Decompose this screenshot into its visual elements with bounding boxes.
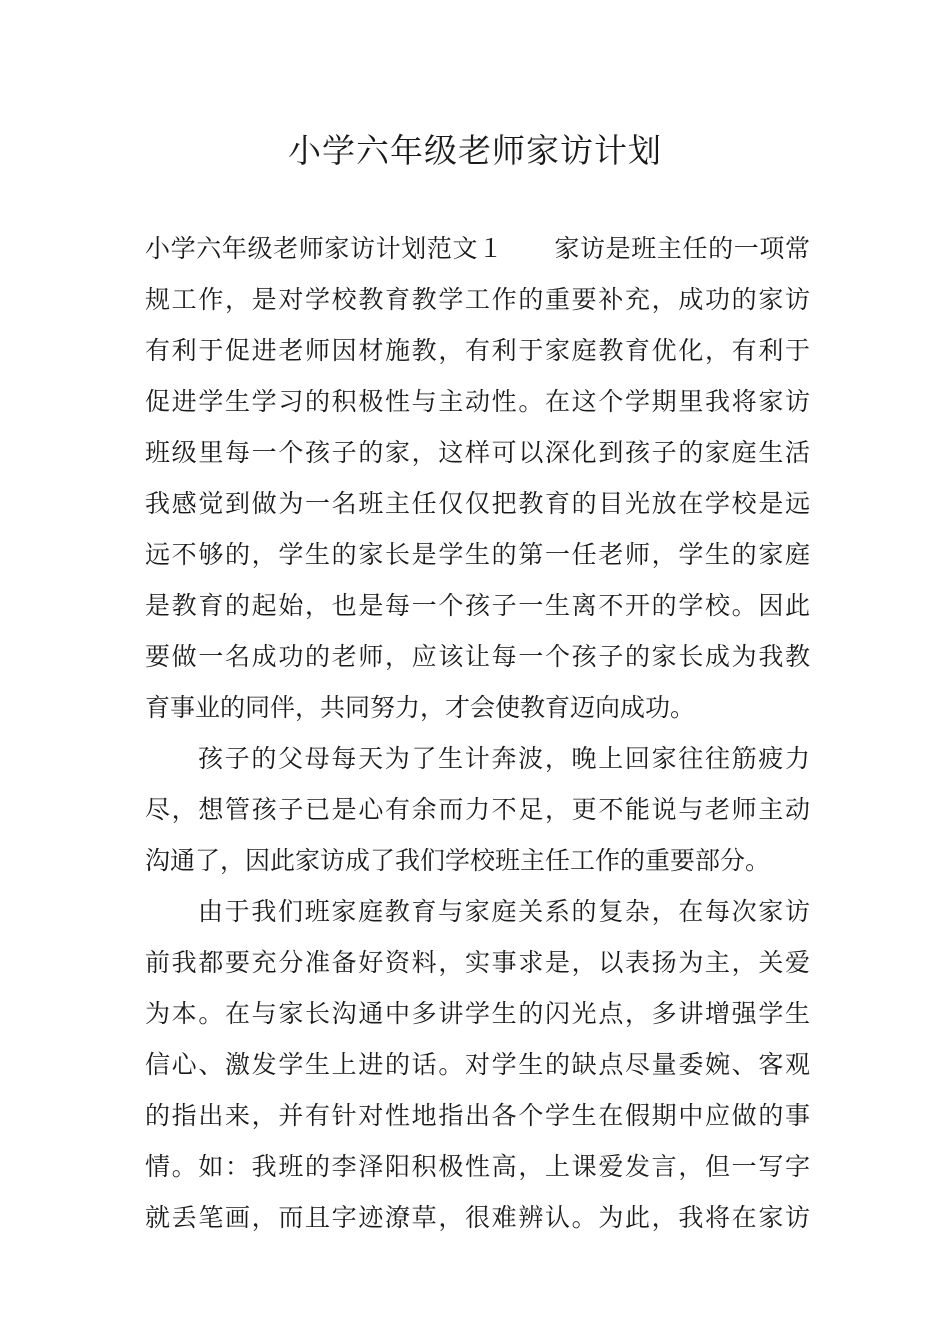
paragraph-3-line-6: 情。如：我班的李泽阳积极性高，上课爱发言，但一写字 — [145, 1152, 810, 1181]
paragraph-1-line-1-text: 家访是班主任的一项常 — [553, 234, 810, 263]
paragraph-2-line-1: 孩子的父母每天为了生计奔波，晚上回家往往筋疲力 — [198, 744, 810, 773]
paragraph-1-line-7: 远不够的，学生的家长是学生的第一任老师，学生的家庭 — [145, 540, 810, 569]
paragraph-1-line-6: 我感觉到做为一名班主任仅仅把教育的目光放在学校是远 — [145, 489, 810, 518]
paragraph-1-line-2: 规工作，是对学校教育教学工作的重要补充，成功的家访 — [145, 285, 810, 314]
paragraph-1-line-10: 育事业的同伴，共同努力，才会使教育迈向成功。 — [145, 693, 696, 722]
paragraph-3-line-7: 就丢笔画，而且字迹潦草，很难辨认。为此，我将在家访 — [145, 1203, 810, 1232]
paragraph-1-line-8: 是教育的起始，也是每一个孩子一生离不开的学校。因此 — [145, 591, 810, 620]
paragraph-1-line-4: 促进学生学习的积极性与主动性。在这个学期里我将家访 — [145, 387, 810, 416]
paragraph-2-line-2: 尽，想管孩子已是心有余而力不足，更不能说与老师主动 — [145, 795, 810, 824]
paragraph-2-line-3: 沟通了，因此家访成了我们学校班主任工作的重要部分。 — [145, 846, 771, 875]
paragraph-3-line-3: 为本。在与家长沟通中多讲学生的闪光点，多讲增强学生 — [145, 999, 810, 1028]
paragraph-1-line-5: 班级里每一个孩子的家，这样可以深化到孩子的家庭生活 — [145, 438, 810, 467]
paragraph-1-line-3: 有利于促进老师因材施教，有利于家庭教育优化，有利于 — [145, 336, 810, 365]
paragraph-3-line-1: 由于我们班家庭教育与家庭关系的复杂，在每次家访 — [198, 897, 810, 926]
paragraph-3-line-2: 前我都要充分准备好资料，实事求是，以表扬为主，关爱 — [145, 948, 810, 977]
section-heading: 小学六年级老师家访计划范文１ — [145, 234, 504, 263]
document-title: 小学六年级老师家访计划 — [288, 131, 662, 170]
paragraph-3-line-5: 的指出来，并有针对性地指出各个学生在假期中应做的事 — [145, 1101, 810, 1130]
paragraph-3-line-4: 信心、激发学生上进的话。对学生的缺点尽量委婉、客观 — [145, 1050, 810, 1079]
paragraph-1-line-1 — [145, 232, 810, 266]
paragraph-1-line-9: 要做一名成功的老师，应该让每一个孩子的家长成为我教 — [145, 642, 810, 671]
